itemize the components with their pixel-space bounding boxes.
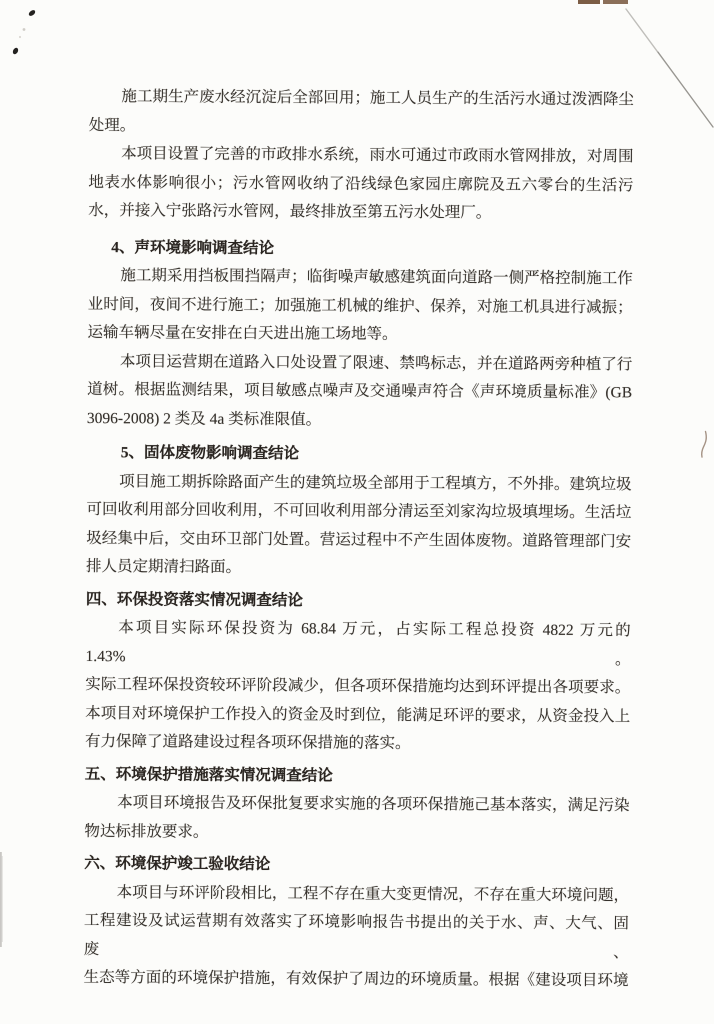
text-line: 实际工程环保投资较环评阶段减少，但各项环保措施均达到环评提出各项要求。 — [85, 675, 631, 697]
section-heading-measures: 五、环境保护措施落实情况调查结论 — [84, 765, 333, 785]
text-line: 物达标排放要求。 — [84, 822, 209, 841]
text-line: 施工期生产废水经沉淀后全部回用；施工人员生产的生活污水通过泼洒降尘 — [121, 88, 634, 109]
pen-mark — [702, 432, 707, 458]
text-line: 生态等方面的环境保护措施，有效保护了周边的环境质量。根据《建设项目环境 — [83, 968, 629, 990]
text-line: 本项目设置了完善的市政排水系统，雨水可通过市政雨水管网排放，对周围 — [121, 145, 634, 166]
fold-crease-line — [626, 9, 713, 127]
text-line: 地表水体影响很小；污水管网收纳了沿线绿色家园庄廓院及五六零台的生活污 — [88, 173, 634, 194]
text-line: 本项目实际环保投资为 68.84 万元，占实际工程总投资 4822 万元的 1.43%。 — [85, 619, 631, 668]
section-heading-solid-waste: 5、固体废物影响调查结论 — [120, 444, 300, 463]
text-line: 3096-2008) 2 类及 4a 类标准限值。 — [86, 409, 322, 428]
page-edge-shadow — [0, 852, 3, 947]
text-line: 工程建设及试运营期有效落实了环境影响报告书提出的关于水、声、大气、固废、 — [83, 911, 629, 961]
section-heading-noise: 4、声环境影响调查结论 — [111, 238, 275, 257]
document-text-block — [83, 83, 634, 996]
text-line: 运输车辆尽量在安排在白天进出施工场地等。 — [87, 323, 398, 343]
stamp-edge-mark — [578, 0, 628, 4]
text-line: 本项目对环境保护工作投入的资金及时到位，能满足环评的要求，从资金投入上 — [85, 704, 631, 725]
text-line: 有力保障了道路建设过程各项环保措施的落实。 — [84, 732, 411, 752]
text-line: 可回收利用部分回收利用，不可回收利用部分清运至刘家沟垃圾填埋场。生活垃 — [86, 500, 632, 522]
text-line: 本项目与环评阶段相比，工程不存在重大变更情况，不存在重大环境问题， — [116, 883, 630, 904]
text-line: 处理。 — [88, 116, 136, 134]
text-line: 业时间，夜间不进行施工；加强施工机械的维护、保养，对施工机具进行减振； — [87, 295, 633, 316]
text-line: 项目施工期拆除路面产生的建筑垃圾全部用于工程填方，不外排。建筑垃圾 — [119, 472, 632, 493]
ink-speck — [12, 9, 36, 55]
text-line: 本项目运营期在道路入口处设置了限速、禁鸣标志，并在道路两旁种植了行 — [119, 352, 633, 373]
text-line: 排人员定期清扫路面。 — [85, 557, 242, 576]
text-line: 施工期采用挡板围挡隔声；临街噪声敏感建筑面向道路一侧严格控制施工作 — [120, 267, 633, 288]
section-heading-acceptance: 六、环境保护竣工验收结论 — [84, 854, 271, 874]
text-line: 本项目环境报告及环保批复要求实施的各项环保措施己基本落实，满足污染 — [117, 794, 630, 815]
section-heading-investment: 四、环保投资落实情况调查结论 — [85, 590, 303, 609]
text-line: 圾经集中后，交由环卫部门处置。营运过程中不产生固体废物。道路管理部门安 — [86, 529, 632, 550]
text-line: 道树。根据监测结果，项目敏感点噪声及交通噪声符合《声环境质量标准》(GB — [87, 380, 633, 402]
text-line: 水，并接入宁张路污水管网，最终排放至第五污水处理厂。 — [88, 201, 492, 222]
